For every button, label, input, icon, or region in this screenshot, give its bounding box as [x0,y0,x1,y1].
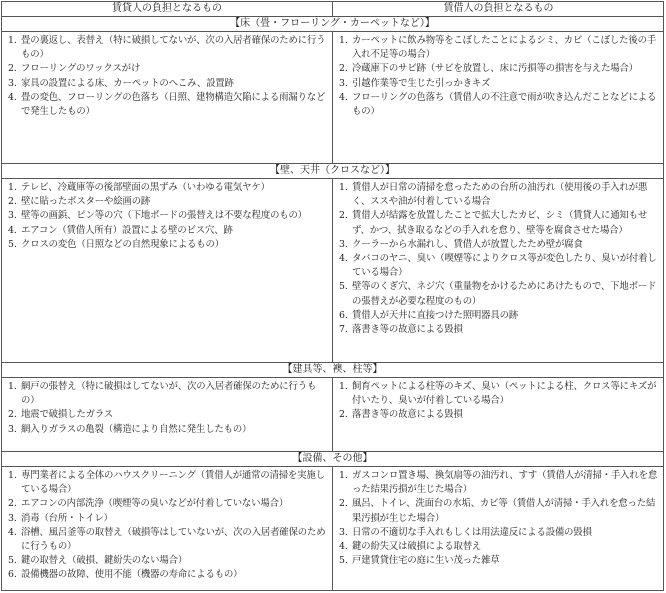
tenant-list-walls [339,181,659,337]
list-item: 4. タバコのヤニ、臭い（喫煙等によりクロス等が変色したり、臭いが付着している場合） [339,253,657,279]
list-item: 2. 落書き等の故意による毀損 [339,409,463,421]
list-item: 2. エアコンの内部洗浄（喫煙等の臭いなどが付着していない場合） [8,498,289,510]
landlord-list-fittings [8,380,329,437]
list-item: 2. 風呂、トイレ、洗面台の水垢、カビ等（賃借人が清掃・手入れを怠った結果汚損が生じた場合） [339,498,656,524]
list-item: 5. 鍵の取替え（破損、鍵紛失のない場合） [8,555,188,567]
list-item: 6. 賃借人が天井に直接つけた照明器具の跡 [339,309,519,321]
section-title-floor: 【床（畳・フローリング・カーペットなど）】 [2,17,663,32]
tenant-cell-fittings [332,378,663,452]
tenant-cell-floor [332,32,663,164]
burden-table [1,1,664,591]
list-item: 1. ガスコンロ置き場、換気扇等の油汚れ、すす（賃借人が清掃・手入れを怠った結果汚損が生じた場合） [339,470,658,496]
landlord-cell-floor [2,32,333,164]
landlord-list-equipment [8,469,329,583]
landlord-list-walls [8,181,329,252]
list-item: 6. 設備機器の故障、使用不能（機器の寿命によるもの） [8,569,243,581]
list-item: 3. 消毒（台所・トイレ） [8,512,113,524]
list-item: 1. テレビ、冷蔵庫等の後部壁面の黒ずみ（いわゆる電気ヤケ） [8,182,270,193]
tenant-list-equipment [339,469,659,568]
list-item: 1. 飼育ペットによる柱等のキズ、臭い（ペットによる柱、クロス等にキズが付いたり、臭いが付着している場合） [339,381,657,407]
landlord-cell-walls [2,179,333,363]
list-item: 4. エアコン（賃借人所有）設置による壁のビス穴、跡 [8,224,233,236]
list-item: 5. クロスの変色（日照などの自然現象によるもの） [8,238,224,250]
header-landlord: 賃貸人の負担となるもの [2,2,332,17]
list-item: 3. 引越作業等で生じた引っかきキズ [339,77,491,89]
list-item: 2. 冷蔵庫下のサビ跡（サビを放置し、床に汚損等の損害を与えた場合） [339,63,638,75]
list-item: 2. フローリングのワックスがけ [8,63,141,75]
list-item: 4. 浴槽、風呂釜等の取替え（破損等はしていないが、次の入居者確保のために行うもの） [8,526,326,553]
list-item: 3. 日常の不適切な手入れもしくは用法違反による設備の毀損 [339,526,592,538]
list-item: 4. 鍵の紛失又は破損による取替え [339,541,482,553]
tenant-list-fittings [339,380,659,423]
list-item: 3. 壁等の画鋲、ピン等の穴（下地ボードの張替えは不要な程度のもの） [8,210,307,222]
list-item: 2. 賃借人が結露を放置したことで拡大したカビ、シミ（賃貸人に通知もせず、かつ、拭き取るなどの手入れを怠り、壁等を腐食させた場合） [339,210,648,236]
list-item: 5. 戸建賃貸住宅の庭に生い茂った雑草 [339,555,500,567]
list-item: 5. 壁等のくぎ穴、ネジ穴（重量物をかけるためにあけたもので、下地ボードの張替えが必要な程度のもの） [339,281,657,307]
list-item: 1. カーペットに飲み物等をこぼしたことによるシミ、カビ（こぼした後の手入れ不足等の場合） [339,35,657,61]
header-tenant: 賃借人の負担となるもの [332,2,664,17]
tenant-cell-equipment [332,467,663,590]
list-item: 1. 専門業者による全体のハウスクリーニング（賃借人が通常の清掃を実施している場合） [8,470,325,496]
list-item: 4. 畳の変色、フローリングの色落ち（日照、建物構造欠陥による雨漏りなどで発生したもの） [8,91,326,118]
list-item: 1. 畳の裏返し、表替え（特に破損してないが、次の入居者確保のために行うもの） [8,35,326,61]
list-item: 4. フローリングの色落ち（賃借人の不注意で雨が吹き込んだことなどによるもの） [339,91,657,118]
list-item: 1. 網戸の張替え（特に破損はしてないが、次の入居者確保のために行うもの） [8,381,317,407]
section-title-equipment: 【設備、その他】 [2,452,663,467]
list-item: 1. 賃借人が日常の清掃を怠ったための台所の油汚れ（使用後の手入れが悪く、ススや油が付着している場合 [339,182,648,208]
section-title-fittings: 【建具等、襖、柱等】 [2,363,663,378]
list-item: 3. クーラーから水漏れし、賃借人が放置したため壁が腐食 [339,238,583,250]
list-item: 2. 地震で破損したガラス [8,409,113,421]
list-item: 3. 網入りガラスの亀裂（構造により自然に発生したもの） [8,423,252,435]
landlord-cell-equipment [2,467,333,590]
tenant-cell-walls [332,179,663,363]
list-item: 7. 落書き等の故意による毀損 [339,324,463,336]
list-item: 2. 壁に貼ったポスターや絵画の跡 [8,196,151,208]
section-title-walls: 【壁、天井（クロスなど）】 [2,164,663,179]
landlord-list-floor [8,34,329,119]
landlord-cell-fittings [2,378,333,452]
list-item: 3. 家具の設置による床、カーペットのへこみ、設置跡 [8,77,234,89]
tenant-list-floor [339,34,659,119]
